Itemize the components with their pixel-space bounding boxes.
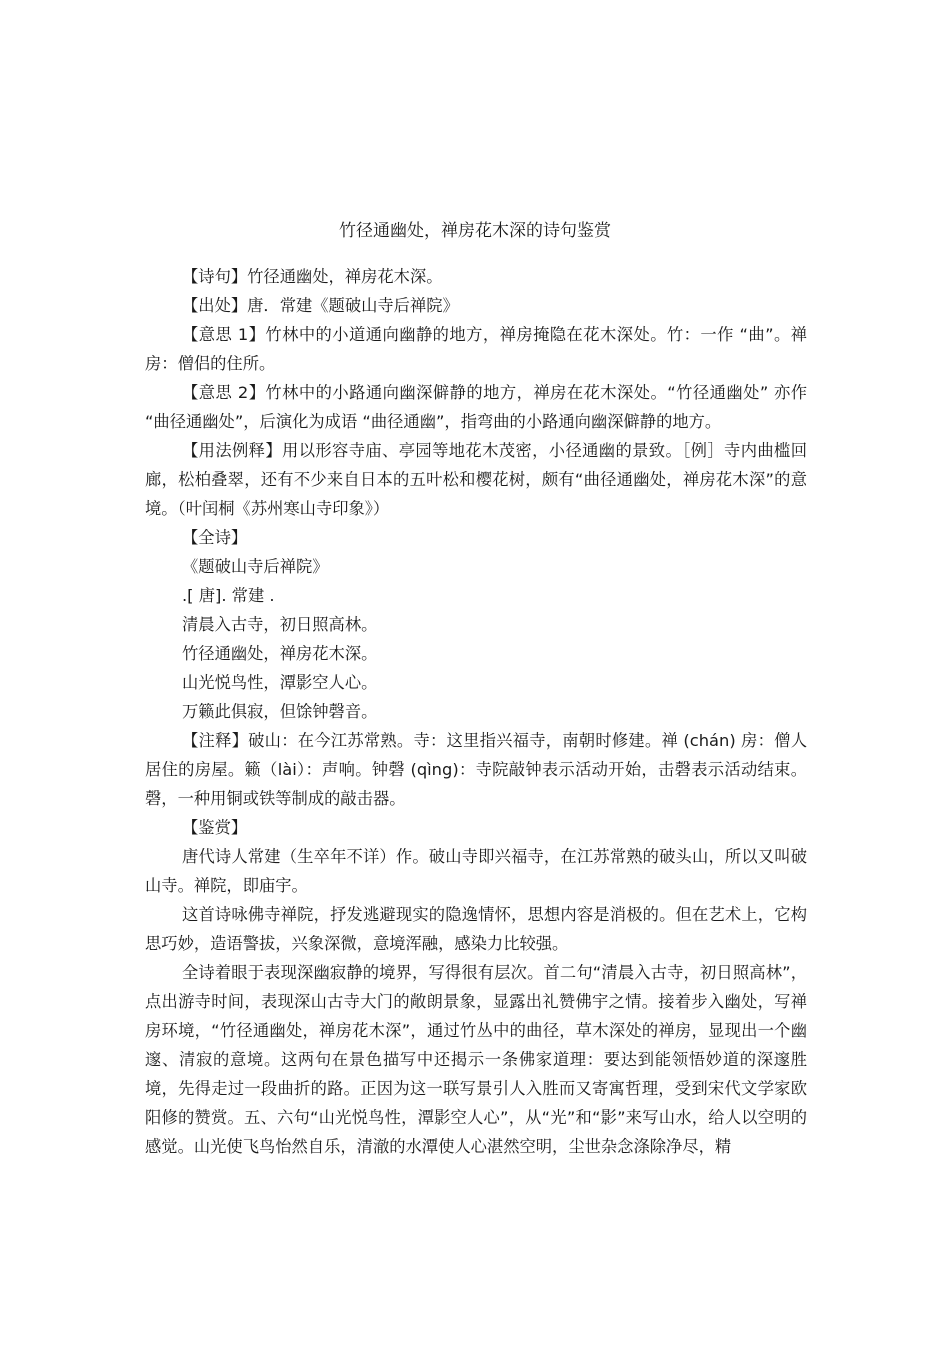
paragraph-usage-example: 【用法例释】用以形容寺庙、亭园等地花木茂密，小径通幽的景致。［例］寺内曲槛回廊，松柏叠翠，还有不少来自日本的五叶松和樱花树，颇有“曲径通幽处，禅房花木深”的意境。（叶闰桐《苏州寒山寺印象》） bbox=[145, 441, 807, 518]
paragraph-appreciation-2: 这首诗咏佛寺禅院，抒发逃避现实的隐逸情怀，思想内容是消极的。但在艺术上，它构思巧妙，造语警拔，兴象深微，意境浑融，感染力比较强。 bbox=[145, 905, 807, 953]
poem-line-4: 万籁此俱寂，但馀钟磬音。 bbox=[182, 702, 378, 721]
poem-line-2: 竹径通幽处，禅房花木深。 bbox=[182, 644, 378, 663]
paragraph-poem-line: 【诗句】竹径通幽处，禅房花木深。 bbox=[182, 267, 443, 286]
document-body bbox=[145, 262, 807, 1161]
paragraph-meaning-2: 【意思 2】竹林中的小路通向幽深僻静的地方，禅房在花木深处。“竹径通幽处” 亦作 “曲径通幽处”，后演化为成语 “曲径通幽”，指弯曲的小路通向幽深僻静的地方。 bbox=[145, 383, 807, 431]
poem-author: .[ 唐]. 常建 . bbox=[182, 586, 275, 605]
paragraph-annotation: 【注释】破山：在今江苏常熟。寺：这里指兴福寺，南朝时修建。禅 (chán) 房：僧人居住的房屋。籁（lài）：声响。钟磬 (qìng)：寺院敲钟表示活动开始，击磬表示活动结束。磬，一种用铜或铁等制成的敲击器。 bbox=[145, 731, 807, 808]
paragraph-source: 【出处】唐．常建《题破山寺后禅院》 bbox=[182, 296, 459, 315]
heading-full-poem: 【全诗】 bbox=[182, 528, 248, 547]
heading-appreciation: 【鉴赏】 bbox=[182, 818, 248, 837]
paragraph-appreciation-1: 唐代诗人常建（生卒年不详）作。破山寺即兴福寺，在江苏常熟的破头山，所以又叫破山寺。禅院，即庙宇。 bbox=[145, 847, 807, 895]
poem-line-1: 清晨入古寺，初日照高林。 bbox=[182, 615, 378, 634]
paragraph-appreciation-3: 全诗着眼于表现深幽寂静的境界，写得很有层次。首二句“清晨入古寺，初日照高林”，点出游寺时间，表现深山古寺大门的敞朗景象，显露出礼赞佛宇之情。接着步入幽处，写禅房环境，“竹径通幽处，禅房花木深”，通过竹丛中的曲径，草木深处的禅房，显现出一个幽邃、清寂的意境。这两句在景色描写中还揭示一条佛家道理：要达到能领悟妙道的深邃胜境，先得走过一段曲折的路。正因为这一联写景引人入胜而又寄寓哲理，受到宋代文学家欧阳修的赞赏。五、六句“山光悦鸟性，潭影空人心”，从“光”和“影”来写山水，给人以空明的感觉。山光使飞鸟怡然自乐，清澈的水潭使人心湛然空明，尘世杂念涤除净尽，精 bbox=[145, 963, 807, 1156]
poem-title: 《题破山寺后禅院》 bbox=[182, 557, 329, 576]
paragraph-meaning-1: 【意思 1】竹林中的小道通向幽静的地方，禅房掩隐在花木深处。竹：一作 “曲”。禅房：僧侣的住所。 bbox=[145, 325, 807, 373]
page-title: 竹径通幽处，禅房花木深的诗句鉴赏 bbox=[339, 221, 611, 241]
poem-line-3: 山光悦鸟性，潭影空人心。 bbox=[182, 673, 378, 692]
